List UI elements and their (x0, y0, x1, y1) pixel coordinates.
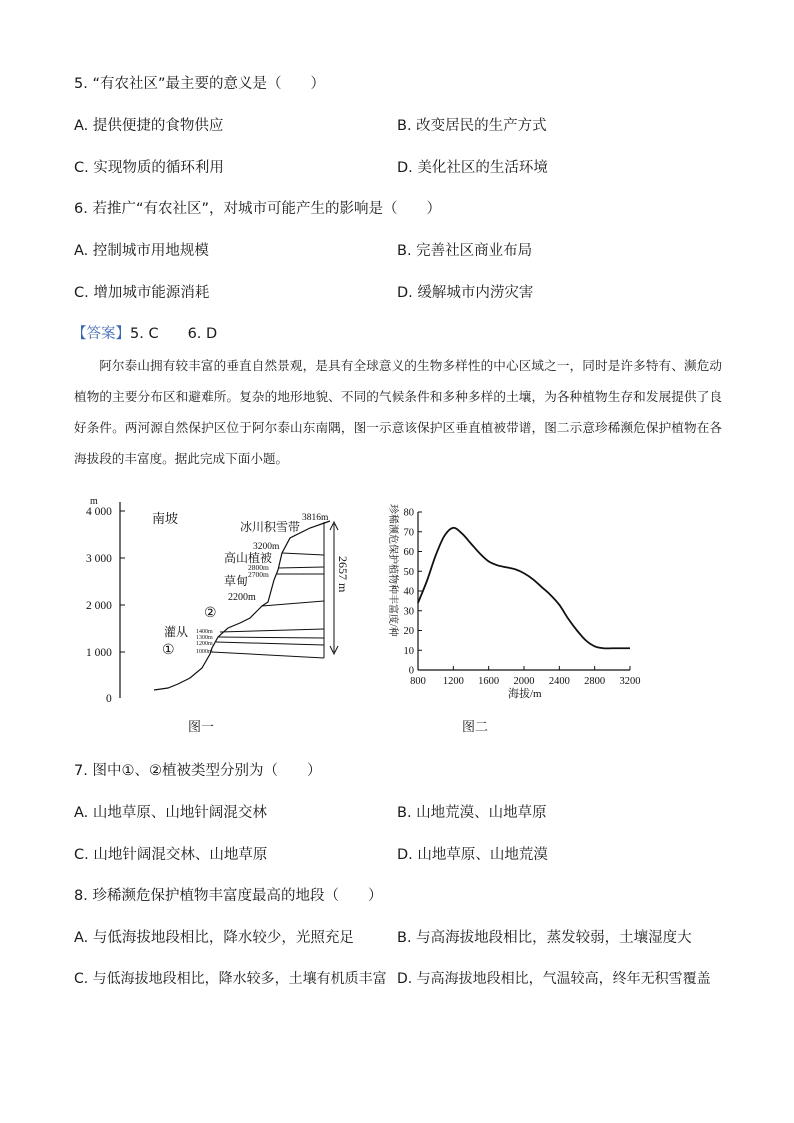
fig1-elev-2200: 2200m (228, 592, 256, 603)
fig1-slope-label: 南坡 (152, 511, 179, 526)
q6-option-a[interactable]: A. 控制城市用地规模 (74, 243, 209, 259)
q6-option-c[interactable]: C. 增加城市能源消耗 (74, 285, 210, 301)
fig1-elev-2700: 2700m (248, 570, 269, 579)
fig2-y-tick-label: 30 (403, 606, 414, 618)
q8-option-d[interactable]: D. 与高海拔地段相比，气温较高，终年无积雪覆盖 (397, 971, 711, 987)
fig2-x-tick-label: 800 (410, 676, 426, 687)
fig2-x-tick-label: 2800 (584, 676, 606, 687)
answer-line (72, 322, 217, 343)
fig1-y-tick-1000: 1 000 (86, 647, 112, 659)
fig1-marker-2: ② (204, 606, 217, 621)
fig1-elev-2800: 2800m (248, 563, 269, 572)
question-6-stem: 6. 若推广“有农社区”，对城市可能产生的影响是（ ） (74, 201, 441, 217)
fig1-y-tick-3000: 3 000 (86, 553, 112, 565)
boundary-1300 (218, 637, 324, 638)
fig2-x-label: 海拔/m (508, 688, 542, 700)
boundary-2200 (262, 601, 324, 606)
q6-option-b[interactable]: B. 完善社区商业布局 (397, 243, 533, 259)
fig2-y-tick-label: 20 (403, 626, 414, 637)
fig1-elev-top: 3816m (302, 513, 329, 523)
answer-tag: 【答案】 (72, 326, 130, 342)
fig2-y-tick-label: 50 (403, 566, 414, 578)
boundary-3200 (282, 553, 324, 555)
fig1-mountain-profile (154, 521, 330, 690)
fig2-x-tick-label: 1200 (442, 676, 464, 687)
q5-option-c[interactable]: C. 实现物质的循环利用 (74, 160, 224, 176)
q5-option-a[interactable]: A. 提供便捷的食物供应 (74, 118, 224, 134)
fig2-y-tick-label: 10 (403, 645, 414, 657)
q8-option-c[interactable]: C. 与低海拔地段相比，降水较多，土壤有机质丰富 (74, 971, 387, 987)
fig2-y-tick-label: 40 (403, 586, 414, 598)
q7-option-c[interactable]: C. 山地针阔混交林、山地草原 (74, 847, 268, 863)
fig2-y-label: 珍稀濒危保护植物种丰富度/种 (387, 504, 398, 637)
q7-option-b[interactable]: B. 山地荒漠、山地草原 (397, 805, 547, 821)
fig2-x-tick-label: 3200 (619, 676, 641, 687)
fig1-alpine-label: 高山植被 (224, 551, 273, 565)
fig2-x-tick-label: 1600 (478, 676, 500, 687)
q5-option-b[interactable]: B. 改变居民的生产方式 (397, 118, 547, 134)
fig2-x-tick-label: 2400 (548, 676, 570, 687)
fig1-shrub-label: 灌从 (164, 625, 189, 639)
boundary-1400 (220, 629, 324, 632)
boundary-1200 (216, 642, 324, 645)
fig2-y-tick-label: 60 (403, 547, 414, 558)
fig2-richness-curve (418, 528, 630, 649)
q8-option-a[interactable]: A. 与低海拔地段相比，降水较少，光照充足 (74, 930, 354, 946)
fig1-y-ticks (86, 506, 125, 705)
fig1-marker-1: ① (162, 643, 175, 658)
q8-option-b[interactable]: B. 与高海拔地段相比，蒸发较弱，土壤湿度大 (397, 930, 692, 946)
q5-option-d[interactable]: D. 美化社区的生活环境 (397, 160, 548, 176)
question-7-stem: 7. 图中①、②植被类型分别为（ ） (74, 763, 322, 779)
figure-2-richness-chart (378, 492, 648, 712)
boundary-2800 (278, 567, 324, 568)
fig1-y-tick-2000: 2 000 (86, 600, 112, 612)
question-5-stem: 5. “有农社区”最主要的意义是（ ） (74, 76, 325, 92)
fig1-meadow-label: 草甸 (224, 574, 249, 588)
fig2-y-tick-label: 70 (403, 527, 414, 539)
fig1-glacier-label: 冰川积雪带 (240, 520, 301, 534)
figure-2-caption: 图二 (462, 720, 489, 735)
fig1-elev-1300: 1300m (196, 635, 213, 641)
figure-1-caption: 图一 (188, 720, 215, 735)
reading-passage: 阿尔泰山拥有较丰富的垂直自然景观，是具有全球意义的生物多样性的中心区域之一，同时是许多特有、濒危动植物的主要分布区和避难所。复杂的地形地貌、不同的气候条件和多种多样的土壤，为各种植物生存和发展提供了良好条件。两河源自然保护区位于阿尔泰山东南隅，图一示意该保护区垂直植被带谱，图二示意珍稀濒危保护植物在各海拔段的丰富度。据此完成下面小题。 (74, 358, 722, 466)
q7-option-a[interactable]: A. 山地草原、山地针阔混交林 (74, 805, 267, 821)
fig2-x-tick-label: 2000 (513, 676, 535, 687)
question-8-stem: 8. 珍稀濒危保护植物丰富度最高的地段（ ） (74, 888, 383, 904)
fig1-y-unit: m (90, 496, 98, 507)
fig2-y-tick-label: 0 (408, 665, 414, 677)
figure-1-vegetation-zones (78, 492, 368, 712)
fig1-y-tick-0: 0 (106, 693, 112, 705)
fig2-y-tick-label: 80 (403, 507, 414, 519)
fig1-y-tick-4000: 4 000 (86, 506, 112, 518)
fig1-elev-1200: 1200m (196, 641, 213, 647)
q6-option-d[interactable]: D. 缓解城市内涝灾害 (397, 285, 534, 301)
fig1-elev-1400: 1400m (196, 629, 213, 635)
fig1-elev-3200: 3200m (253, 542, 280, 552)
q7-option-d[interactable]: D. 山地草原、山地荒漠 (397, 847, 548, 863)
fig1-span-label: 2657 m (336, 556, 350, 593)
answer-value: 5. C 6. D (130, 326, 218, 342)
fig1-elev-1000: 1000m (196, 649, 213, 655)
boundary-1000 (212, 652, 324, 658)
